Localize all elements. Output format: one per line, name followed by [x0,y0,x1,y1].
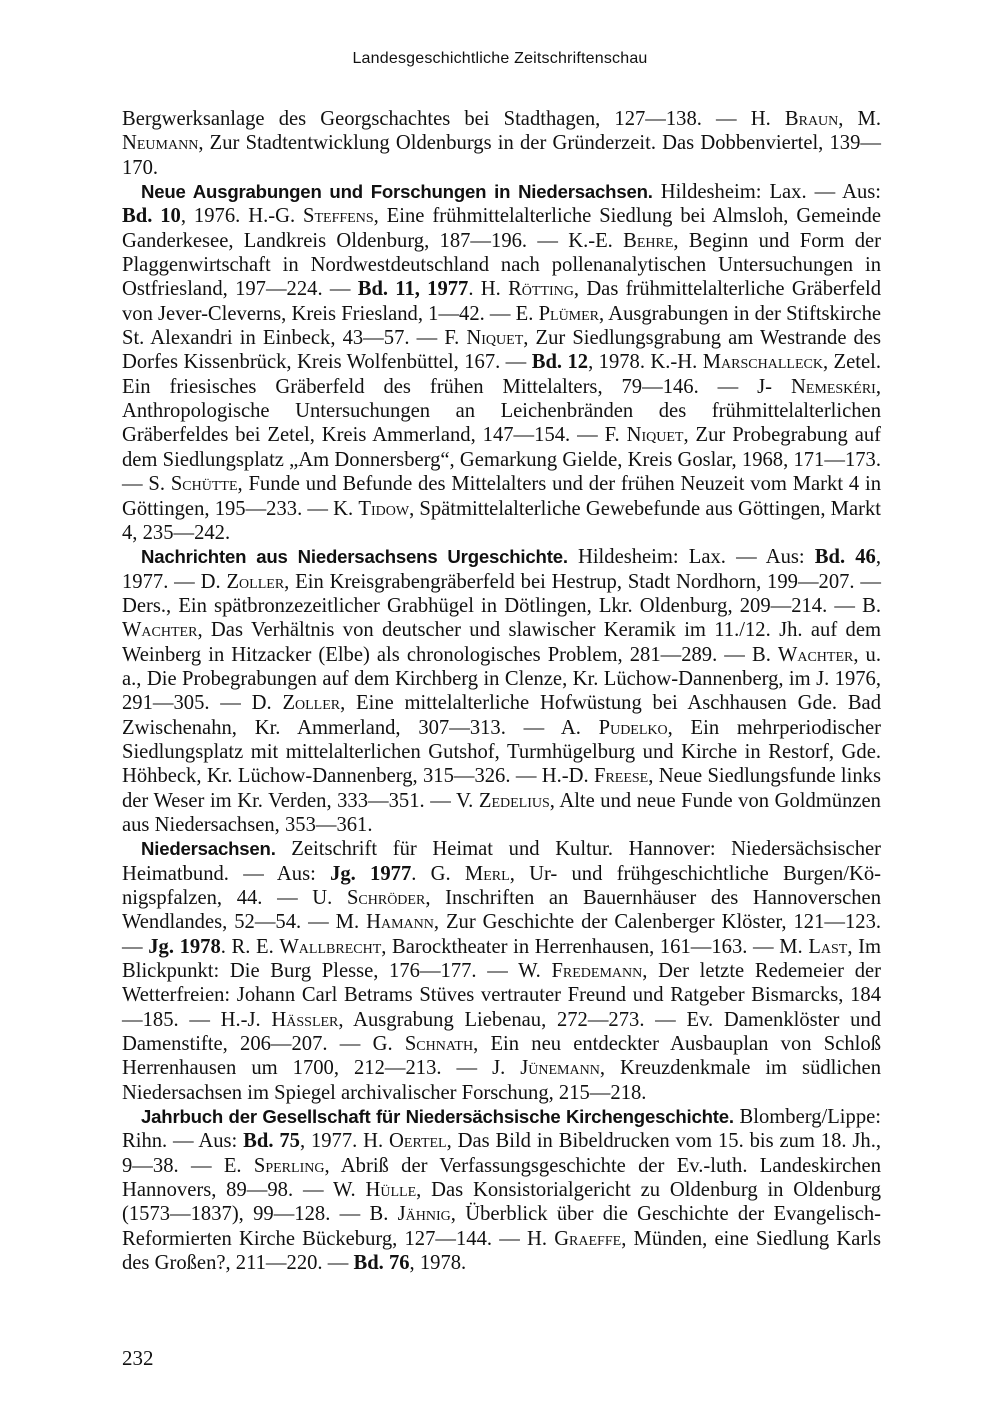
entry-text: , Alte und neue Funde von Goldmünzen aus Niedersachsen, 353—361. [122,789,881,836]
author-name: Hässler [271,1008,339,1031]
volume-ref: Jg. 1978 [148,935,221,958]
author-name: Tidow [358,497,410,520]
entry-text: , 1977. — D. [122,546,882,593]
entry-text: , Ein mehrperiodischer Siedlungsplatz mit mittelalterlichen Gutshof, Turmhügelburg und Kirche in Restorf, Gde. Höhbeck, Kr. Lüchow-Dannenberg, 315—326. — H.-D. [122,716,881,788]
author-name: Behre [623,229,674,252]
journal-title: Nachrichten aus Niedersachsens Urgeschichte. [141,546,568,568]
entry-text: , Ein Kreisgrabengräberfeld bei Hestrup, Stadt Nordhorn, 199—207. — Ders., Ein spätbronzezeitlicher Grabhügel in Dötlingen, Lkr. Oldenburg, 209—214. — B. [122,570,882,617]
entry-text: , 1977. H. [299,1130,390,1153]
author-name: Pudelko [598,716,668,739]
entry-text: , M. [838,108,881,130]
entry-text: , Zur Stadtentwicklung Oldenburgs in der Gründerzeit. Das Dobbenviertel, 139—170. [122,132,881,179]
author-name: Niquet [466,327,524,350]
journal-title: Neue Ausgrabungen und Forschungen in Niedersachsen. [141,181,653,203]
running-head: Landesgeschichtliche Zeitschriftenschau [352,50,648,67]
entry-text: , Ausgrabung Liebenau, 272—273. — Ev. Damenklöster und Damenstifte, 206—207. — G. [122,1008,881,1056]
entry-text: , Der letzte Redemeier der Wetterfreien: Johann Carl Betrams Stüves vertrauter Freund und Ratgeber Bismarcks, 184—185. — H.-J. [122,960,881,1031]
entry-text: , Zur Probegrabung auf dem Siedlungsplatz „Am Donnersberg“, Gemarkung Gielde, Kreis Goslar, 1968, 171—173. — S. [122,424,882,496]
author-name: Oertel [389,1130,447,1153]
entry-text: , Zur Siedlungsgrabung am Westrande des Dorfes Kissenbrück, Kreis Wolfenbüttel, 167. — [122,327,882,374]
author-name: Schütte [170,473,238,496]
entry-text: Blomberg/Lippe: Rihn. — Aus: [122,1106,881,1153]
journal-title: Jahrbuch der Gesellschaft für Niedersächsische Kirchengeschichte. [141,1106,734,1128]
page-number: 232 [122,1346,154,1370]
entry-text: , Funde und Befunde des Mittelalters und der frühen Neuzeit vom Markt 4 in Göttingen, 195—233. — K. [122,473,881,520]
author-name: Nemeskéri [790,375,876,398]
author-name: Graeffe [554,1227,622,1250]
volume-ref: Bd. 76 [353,1252,410,1275]
bibliography-entry [122,107,881,180]
author-name: Niquet [626,424,684,447]
entry-text: , Spätmittelalterliche Gewebefunde aus Göttingen, Markt 4, 235—242. [122,497,882,544]
entry-text: , Neue Siedlungsfunde links der Weser im Kr. Verden, 333—351. — V. [122,765,881,812]
author-name: Marschalleck [702,351,823,374]
entry-text: , Abriß der Verfassungsgeschichte der Ev.-luth. Landeskirchen Hannovers, 89—98. — W. [122,1154,881,1202]
entry-text: , Eine mittelalterliche Hofwüstung bei Aschhausen Gde. Bad Zwischenahn, Kr. Ammerland, 307—313. — A. [122,692,881,739]
volume-ref: Jg. 1977 [330,862,412,885]
entry-text: Bergwerksanlage des Georgschachtes bei Stadthagen, 127—138. — H. [122,108,785,130]
bibliography-entry [122,1105,881,1275]
author-name: Steffens [303,205,374,228]
author-name: Freese [593,765,649,788]
volume-ref: Bd. 11, 1977 [357,278,469,301]
entry-text: , Zur Geschichte der Calenberger Klöster, 121—123. — [122,911,882,958]
entry-text: , Im Blickpunkt: Die Burg Plesse, 176—177. — W. [122,935,881,983]
entry-text: , Kreuzdenkmale im südlichen Niedersachsen im Spiegel archivalischer Forschung, 215—218. [122,1057,881,1104]
entry-text: , Überblick über die Geschichte der Evangelisch-Reformierten Kirche Bückeburg, 127—144. — H. [122,1203,882,1250]
entry-text: , Das frühmittelalterliche Gräberfeld von Jever-Cleverns, Kreis Friesland, 1—42. — E. [122,278,882,325]
entry-text: , Das Bild in Bibeldrucken vom 15. bis zum 18. Jh., 9—38. — E. [122,1130,881,1177]
entry-text: , 1976. H.-G. [180,205,304,228]
author-name: Last [808,935,848,958]
entry-text: , Inschriften an Bauernhäuser des Hannoverschen Wendlandes, 52—54. — M. [122,887,881,934]
author-name: Zoller [226,570,285,593]
entry-text: Zeitschrift für Heimat und Kultur. Hannover: Niedersächsischer Heimatbund. — Aus: [122,838,881,885]
volume-ref: Bd. 10 [122,205,181,228]
entry-text: . G. [411,862,465,885]
entry-text: , Beginn und Form der Plaggenwirtschaft in Nordwestdeutschland nach pollenanalytischen Untersuchungen in Ostfriesland, 197—224. — [122,229,881,301]
entry-text: . H. [468,278,509,301]
entry-text: , Ur- und frühgeschichtliche Burgen/Königspfalzen, 44. — U. [122,862,881,909]
author-name: Zoller [282,692,341,715]
entry-text: Hildesheim: Lax. — Aus: [652,181,881,204]
entry-text: , u. a., Die Probegrabungen auf dem Kirchberg in Clenze, Kr. Lüchow-Dannenberg, im J. 1976, 291—305. — D. [122,643,881,715]
author-name: Schröder [346,887,426,909]
author-name: Wallbrecht [279,935,382,958]
author-name: Jünemann [520,1057,600,1080]
entry-text: . R. E. [220,935,280,958]
entry-text: , 1978. K.-H. [588,351,703,374]
bibliography-entry [122,180,881,545]
author-name: Wachter [122,619,198,642]
author-name: Neumann [122,132,199,155]
entry-text: Hildesheim: Lax. — Aus: [567,546,815,569]
author-name: Hülle [365,1179,417,1202]
author-name: Braun [784,108,839,130]
volume-ref: Bd. 46 [814,546,876,569]
entry-text: , Das Verhältnis von deutscher und slawischer Keramik im 11./12. Jh. auf dem Weinberg in Hitzacker (Elbe) als chronologisches Problem, 281—289. — B. [122,619,881,666]
volume-ref: Bd. 12 [531,351,589,374]
entry-text: , Barocktheater in Herrenhausen, 161—163. — M. [381,935,809,958]
entry-text: , Anthropologische Untersuchungen an Leichenbränden des frühmittelalterlichen Gräberfeldes bei Zetel, Kreis Ammerland, 147—154. — F. [122,375,881,447]
entry-text: , Das Konsistorialgericht zu Oldenburg in Oldenburg (1573—1837), 99—128. — B. [122,1179,881,1226]
author-name: Hamann [366,911,434,934]
author-name: Sperling [253,1154,325,1177]
author-name: Jähnig [397,1203,451,1226]
author-name: Wachter [777,643,854,666]
entry-text: , Münden, eine Siedlung Karls des Großen?, 211—220. — [122,1227,881,1275]
entry-text: , Eine frühmittelalterliche Siedlung bei Almsloh, Gemeinde Ganderkesee, Landkreis Oldenburg, 187—196. — K.-E. [122,205,881,252]
author-name: Rötting [508,278,574,301]
author-name: Zedelius [478,789,550,812]
author-name: Schnath [404,1033,474,1056]
entry-text: , Zetel. Ein friesisches Gräberfeld des frühen Mittelalters, 79—146. — J- [122,351,881,398]
bibliography-entry [122,545,881,837]
article-body [122,107,881,1276]
entry-text: , Ein neu entdeckter Ausbauplan von Schloß Herrenhausen um 1700, 212—213. — J. [122,1033,881,1080]
author-name: Merl [464,862,510,885]
author-name: Plümer [538,302,600,325]
volume-ref: Bd. 75 [243,1130,300,1153]
entry-text: , 1978. [409,1252,467,1275]
journal-title: Niedersachsen. [141,838,276,860]
author-name: Fredemann [551,960,643,983]
bibliography-entry [122,837,881,1105]
entry-text: , Ausgrabungen in der Stiftskirche St. Alexandri in Einbeck, 43—57. — F. [122,302,882,350]
